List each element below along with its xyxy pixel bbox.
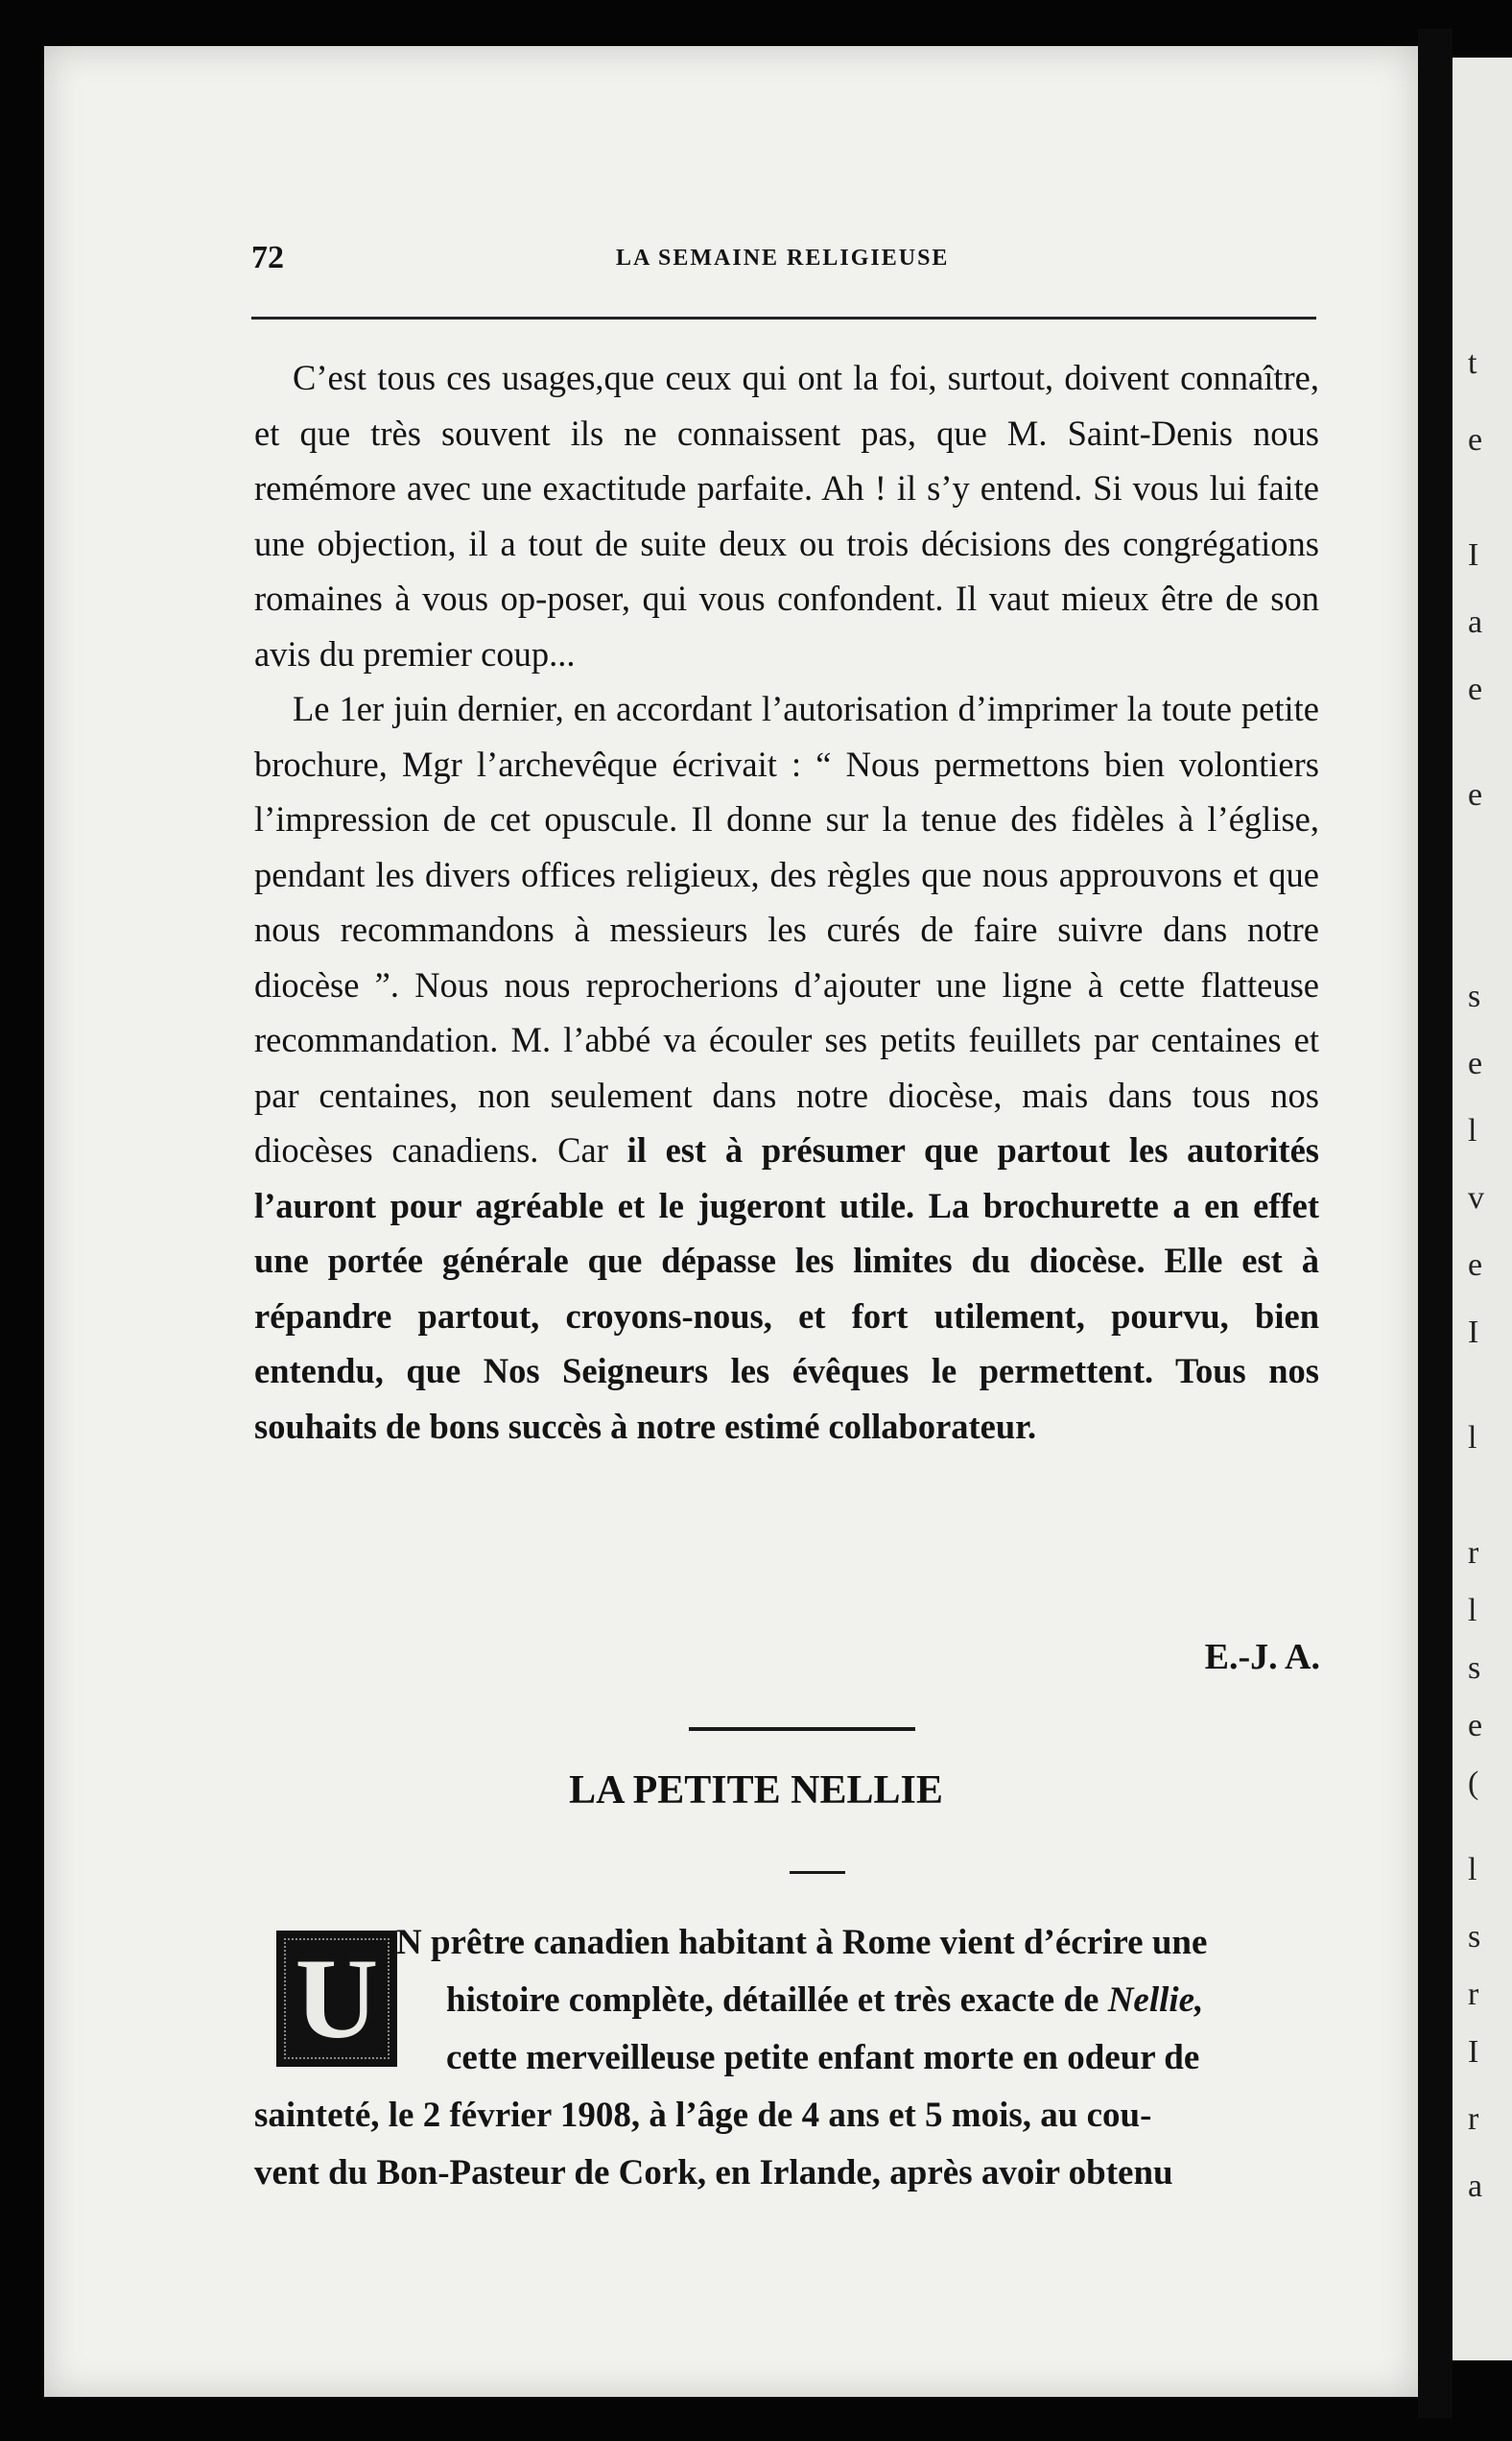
adjacent-glyph: (: [1468, 1766, 1479, 1801]
adjacent-glyph: l: [1468, 1593, 1477, 1628]
author-signature: E.-J. A.: [1204, 1637, 1320, 1677]
adjacent-glyph: v: [1468, 1180, 1484, 1216]
adjacent-glyph: l: [1468, 1420, 1477, 1456]
adjacent-glyph: l: [1468, 1852, 1477, 1887]
article-title: LA PETITE NELLIE: [569, 1768, 943, 1813]
adjacent-glyph: a: [1468, 604, 1483, 640]
adjacent-glyph: t: [1468, 345, 1477, 381]
page-gutter: [1418, 29, 1453, 2418]
page-header: [251, 240, 1316, 288]
adjacent-glyph: s: [1468, 1919, 1481, 1955]
paragraph-bold-run: il est à présumer que partout les autorités l’auront pour agréable et le jugeront utile. La brochurette a en effet une portée générale que dépasse les limites du diocèse. Elle est à répandre partout, croyons-nous, et fort utilement, pourvu, bien entendu, que Nos Seigneurs les évêques le permettent. Tous nos souhaits de bons succès à notre estimé collaborateur.: [254, 1130, 1319, 1446]
adjacent-glyph: e: [1468, 1046, 1483, 1081]
adjacent-glyph: r: [1468, 2101, 1479, 2137]
adjacent-glyph: I: [1468, 537, 1479, 573]
article-line-italic: Nellie,: [1107, 1980, 1204, 2020]
adjacent-glyph: e: [1468, 672, 1483, 707]
adjacent-glyph: e: [1468, 1247, 1483, 1283]
article-line-text: histoire complète, détaillée et très exacte de: [446, 1980, 1108, 2020]
adjacent-glyph: e: [1468, 777, 1483, 813]
adjacent-page-edge: [1453, 58, 1512, 2360]
adjacent-glyph: s: [1468, 1650, 1481, 1686]
article-line: N prêtre canadien habitant à Rome vient d’écrire une: [396, 1923, 1208, 1962]
adjacent-glyph: s: [1468, 979, 1481, 1014]
article-line: [254, 1972, 1338, 2029]
adjacent-glyph: a: [1468, 2168, 1483, 2204]
article-line: cette merveilleuse petite enfant morte en odeur de: [446, 2038, 1200, 2077]
running-title: LA SEMAINE RELIGIEUSE: [616, 246, 950, 271]
adjacent-glyph: l: [1468, 1113, 1477, 1149]
adjacent-glyph: r: [1468, 1535, 1479, 1571]
body-text: [254, 350, 1319, 1454]
title-underline: [790, 1871, 845, 1874]
paragraph: C’est tous ces usages,que ceux qui ont la foi, surtout, doivent connaître, et que très souvent ils ne connaissent pas, que M. Saint-Denis nous remémore avec une exactitude parfaite. Ah ! il s’y entend. Si vous lui faite une objection, il a tout de suite deux ou trois décisions des congrégations romaines à vous op-poser, qui vous confondent. Il vaut mieux être de son avis du premier coup...: [254, 358, 1319, 674]
page-number: 72: [251, 240, 284, 275]
article-text: [254, 1914, 1338, 2202]
paragraph: [254, 681, 1319, 1454]
adjacent-glyph: I: [1468, 2034, 1479, 2070]
paragraph-plain-run: Le 1er juin dernier, en accordant l’autorisation d’imprimer la toute petite brochure, Mgr l’archevêque écrivait : “ Nous permettons bien volontiers l’impression de cet opuscule. Il donne sur la tenue des fidèles à l’église, pendant les divers offices religieux, des règles que nous approuvons et que nous recommandons à messieurs les curés de faire suivre dans notre diocèse ”. Nous nous reprocherions d’ajouter une ligne à cette flatteuse recommandation. M. l’abbé va écouler ses petits feuillets par centaines et par centaines, non seulement dans notre diocèse, mais dans tous nos diocèses canadiens. Car: [254, 689, 1319, 1170]
adjacent-glyph: e: [1468, 1708, 1483, 1743]
section-divider: [689, 1727, 915, 1731]
adjacent-glyph: I: [1468, 1315, 1479, 1350]
article-line: sainteté, le 2 février 1908, à l’âge de 4 ans et 5 mois, au cou-: [254, 2096, 1152, 2135]
adjacent-glyph: r: [1468, 1977, 1479, 2012]
adjacent-glyph: e: [1468, 422, 1483, 458]
article-line: vent du Bon-Pasteur de Cork, en Irlande, après avoir obtenu: [254, 2153, 1173, 2192]
decorated-initial: U: [276, 1931, 397, 2067]
header-rule: [251, 317, 1316, 320]
